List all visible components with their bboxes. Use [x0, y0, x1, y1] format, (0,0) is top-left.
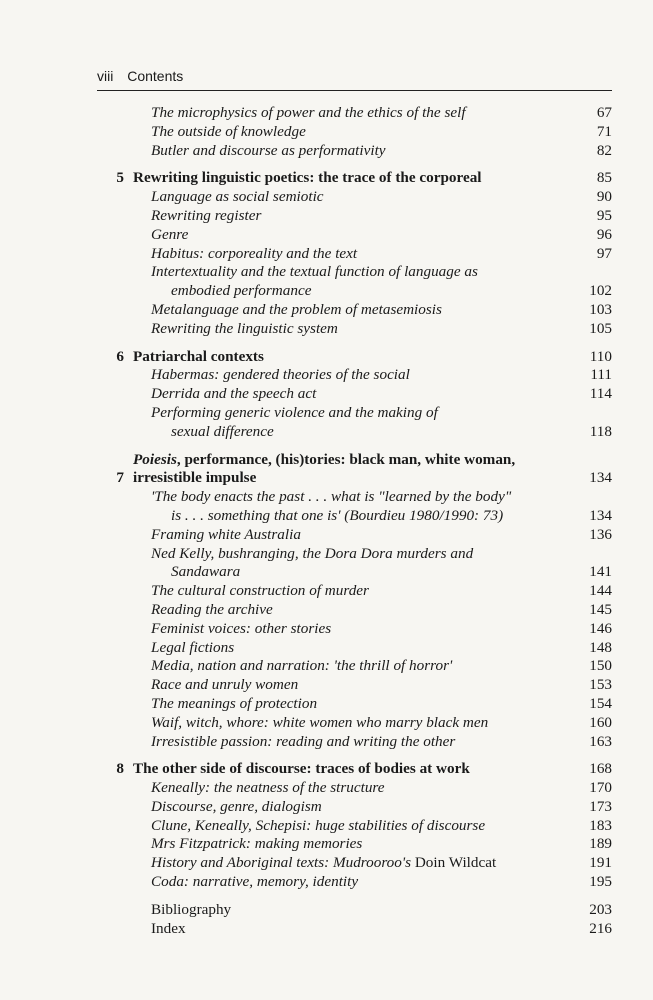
- toc-entry[interactable]: [97, 366, 612, 385]
- chapter-page: 168: [589, 760, 612, 778]
- toc-entry-page: 189: [589, 835, 612, 853]
- toc-entry[interactable]: [97, 695, 612, 714]
- toc-entry-page: 144: [589, 582, 612, 600]
- toc-entry[interactable]: [97, 226, 612, 245]
- running-title: Contents: [127, 68, 184, 84]
- toc-entry-page: 71: [596, 122, 612, 140]
- toc-entry-page: 195: [589, 873, 612, 891]
- toc-entry-title-line2: sexual difference: [171, 422, 274, 440]
- chapter-title: Patriarchal contexts: [133, 347, 264, 365]
- toc-entry[interactable]: [97, 545, 612, 583]
- toc-entry-page: 216: [589, 919, 612, 937]
- toc-entry-title: Bibliography: [151, 900, 232, 918]
- toc-entry-page: 148: [589, 638, 612, 656]
- chapter-gap: [97, 442, 612, 451]
- toc-entry-title: Media, nation and narration: 'the thrill of horror': [151, 657, 453, 675]
- table-of-contents: [97, 104, 612, 938]
- toc-entry-title: The outside of knowledge: [151, 122, 306, 140]
- chapter-gap: [97, 160, 612, 169]
- toc-entry-page: 67: [596, 104, 612, 121]
- toc-entry-page: 136: [589, 525, 612, 543]
- chapter-page: 134: [589, 469, 612, 487]
- toc-entry[interactable]: [97, 104, 612, 123]
- toc-entry-title-line1: Performing generic violence and the making of: [151, 403, 438, 421]
- toc-entry-title: Habermas: gendered theories of the social: [151, 366, 410, 384]
- chapter-page: 85: [596, 169, 612, 187]
- toc-entry-title: Language as social semiotic: [151, 188, 324, 206]
- toc-entry-page: 102: [589, 282, 612, 300]
- toc-entry[interactable]: [97, 657, 612, 676]
- toc-entry-page: 82: [596, 141, 612, 159]
- chapter-gap: [97, 892, 612, 901]
- toc-entry-page: 141: [589, 563, 612, 581]
- chapter-title: The other side of discourse: traces of bodies at work: [133, 760, 470, 778]
- chapter-title-line2: irresistible impulse: [133, 469, 257, 487]
- toc-entry-page: 153: [589, 676, 612, 694]
- toc-entry-page: 134: [589, 506, 612, 524]
- toc-entry-page: 118: [589, 422, 612, 440]
- toc-entry-title: Derrida and the speech act: [151, 385, 317, 403]
- chapter-title: Rewriting linguistic poetics: the trace of the corporeal: [133, 169, 482, 187]
- toc-entry-title: Rewriting register: [151, 206, 262, 224]
- toc-entry[interactable]: [97, 835, 612, 854]
- toc-entry-title: Race and unruly women: [151, 676, 299, 694]
- toc-index[interactable]: [97, 920, 612, 939]
- toc-entry-page: 145: [589, 600, 612, 618]
- chapter-number: 8: [116, 760, 124, 778]
- toc-entry-title: Legal fictions: [151, 638, 235, 656]
- toc-entry-page: 191: [589, 854, 612, 872]
- toc-entry[interactable]: [97, 620, 612, 639]
- toc-entry[interactable]: [97, 582, 612, 601]
- toc-entry-title: Metalanguage and the problem of metasemiosis: [151, 300, 442, 318]
- toc-entry[interactable]: [97, 207, 612, 226]
- toc-entry-title-line2: is . . . something that one is' (Bourdieu 1980/1990: 73): [171, 506, 504, 524]
- toc-entry[interactable]: [97, 817, 612, 836]
- toc-entry-title: Genre: [151, 225, 189, 243]
- toc-entry-page: 96: [596, 225, 612, 243]
- toc-entry-title: Waif, witch, whore: white women who marry black men: [151, 713, 489, 731]
- toc-entry[interactable]: [97, 601, 612, 620]
- toc-entry[interactable]: [97, 676, 612, 695]
- chapter-gap: [97, 339, 612, 348]
- toc-entry-title: Keneally: the neatness of the structure: [151, 779, 385, 797]
- chapter-5-heading[interactable]: [97, 169, 612, 188]
- toc-entry[interactable]: [97, 714, 612, 733]
- toc-entry[interactable]: [97, 639, 612, 658]
- toc-entry[interactable]: [97, 263, 612, 301]
- toc-entry-title: The meanings of protection: [151, 694, 318, 712]
- toc-entry-page: 183: [589, 816, 612, 834]
- toc-entry[interactable]: [97, 245, 612, 264]
- chapter-gap: [97, 751, 612, 760]
- toc-entry-title: Clune, Keneally, Schepisi: huge stabilities of discourse: [151, 816, 486, 834]
- toc-entry-title-line2: embodied performance: [171, 282, 312, 300]
- toc-entry-title: Rewriting the linguistic system: [151, 319, 338, 337]
- toc-entry[interactable]: [97, 320, 612, 339]
- toc-entry-page: 160: [589, 713, 612, 731]
- toc-entry[interactable]: [97, 779, 612, 798]
- toc-entry-page: 150: [589, 657, 612, 675]
- toc-entry-page: 154: [589, 694, 612, 712]
- toc-entry-title: History and Aboriginal texts: Mudrooroo's: [151, 854, 412, 872]
- toc-entry-title: Feminist voices: other stories: [151, 619, 332, 637]
- toc-entry-page: 203: [589, 900, 612, 918]
- toc-entry[interactable]: [97, 854, 612, 873]
- toc-entry-title-line2: Sandawara: [171, 563, 241, 581]
- chapter-number: 7: [116, 469, 124, 487]
- toc-entry-page: 97: [596, 244, 612, 262]
- toc-entry-title: Irresistible passion: reading and writing the other: [151, 732, 456, 750]
- toc-entry-title: Reading the archive: [151, 600, 273, 618]
- chapter-8-heading[interactable]: [97, 760, 612, 779]
- toc-entry[interactable]: [97, 385, 612, 404]
- toc-entry[interactable]: [97, 798, 612, 817]
- toc-entry-page: 173: [589, 797, 612, 815]
- chapter-number: 6: [116, 347, 124, 365]
- chapter-7-heading[interactable]: [97, 451, 612, 489]
- chapter-title: , performance, (his)tories: black man, white woman,: [176, 450, 516, 468]
- toc-entry-title-line1: Ned Kelly, bushranging, the Dora Dora murders and: [151, 544, 474, 562]
- toc-entry-title: Framing white Australia: [151, 525, 301, 543]
- page-folio: viii: [97, 68, 114, 84]
- toc-entry-page: 90: [596, 188, 612, 206]
- toc-entry-page: 111: [590, 366, 612, 384]
- toc-entry-title: Mrs Fitzpatrick: making memories: [151, 835, 363, 853]
- toc-entry-title: Index: [151, 919, 186, 937]
- toc-entry[interactable]: [97, 488, 612, 526]
- toc-entry-page: 103: [589, 300, 612, 318]
- chapter-page: 110: [589, 347, 612, 365]
- toc-entry[interactable]: [97, 301, 612, 320]
- chapter-6-heading[interactable]: [97, 348, 612, 367]
- toc-entry-title: Discourse, genre, dialogism: [151, 797, 322, 815]
- toc-bibliography[interactable]: [97, 901, 612, 920]
- toc-entry-page: 95: [596, 206, 612, 224]
- toc-entry-page: 170: [589, 779, 612, 797]
- toc-entry[interactable]: [97, 733, 612, 752]
- toc-entry-title: Habitus: corporeality and the text: [151, 244, 358, 262]
- toc-entry-page: 114: [589, 385, 612, 403]
- toc-entry-page: 146: [589, 619, 612, 637]
- toc-entry[interactable]: [97, 873, 612, 892]
- toc-entry-page: 105: [589, 319, 612, 337]
- toc-entry-title: Butler and discourse as performativity: [151, 141, 386, 159]
- toc-entry[interactable]: [97, 404, 612, 442]
- toc-entry-title: The cultural construction of murder: [151, 582, 369, 600]
- toc-entry-title: Coda: narrative, memory, identity: [151, 873, 359, 891]
- toc-entry[interactable]: [97, 123, 612, 142]
- toc-entry-title: The microphysics of power and the ethics of the self: [151, 104, 466, 121]
- chapter-number: 5: [116, 169, 124, 187]
- chapter-title-italic: Poiesis: [133, 450, 177, 468]
- toc-entry-title-line1: 'The body enacts the past . . . what is "learned by the body": [151, 488, 512, 506]
- toc-entry-title-line1: Intertextuality and the textual function of language as: [151, 263, 478, 281]
- running-header: [97, 68, 612, 91]
- toc-entry[interactable]: [97, 526, 612, 545]
- toc-entry[interactable]: [97, 188, 612, 207]
- toc-entry-page: 163: [589, 732, 612, 750]
- toc-entry-title-roman: Doin Wildcat: [411, 854, 497, 872]
- toc-entry[interactable]: [97, 142, 612, 161]
